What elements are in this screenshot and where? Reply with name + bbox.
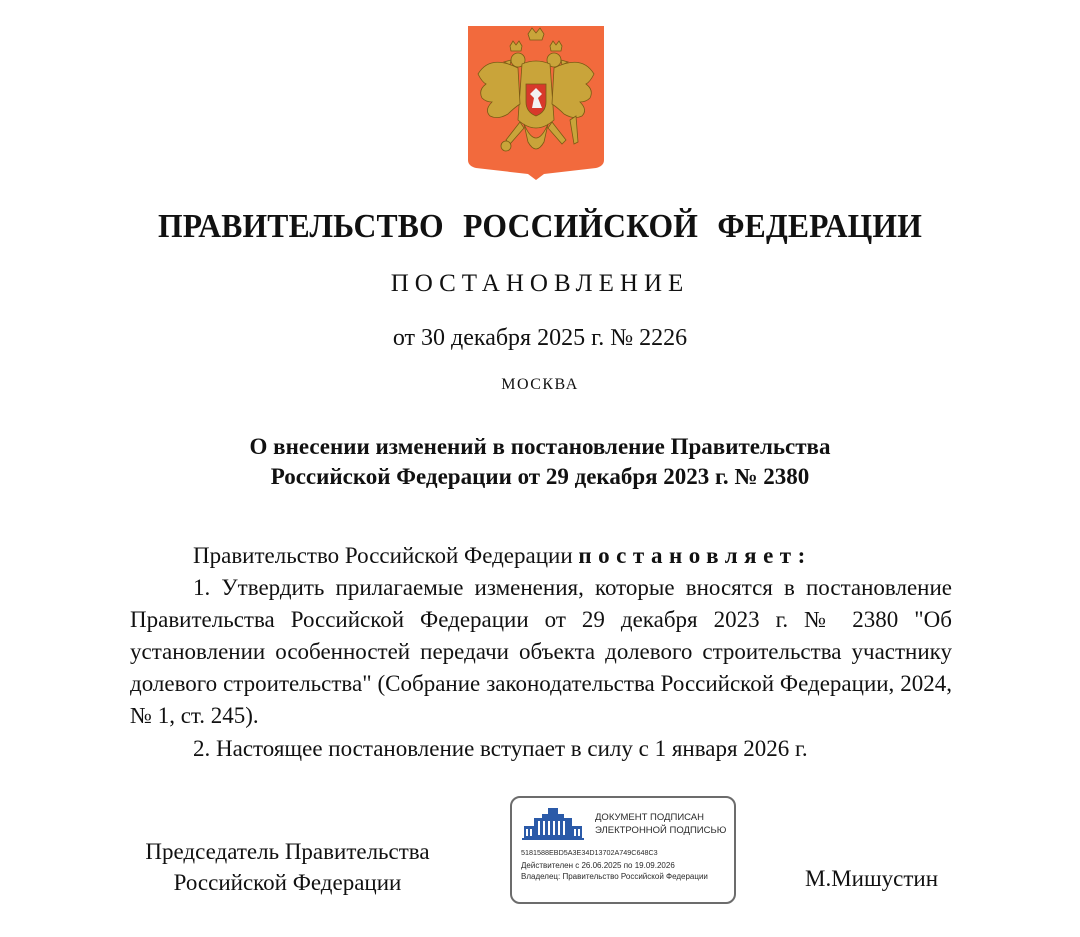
- esig-certificate: 5181588EBD5A3E34D13702A749C648C3: [521, 848, 658, 857]
- preamble-text: Правительство Российской Федерации: [193, 543, 573, 568]
- document-date-number: от 30 декабря 2025 г. № 2226: [392, 325, 688, 351]
- esig-heading: [595, 811, 726, 837]
- document-subject: [0, 432, 1080, 492]
- esig-owner: Владелец: Правительство Российской Федерации: [521, 872, 708, 881]
- signatory-position: [110, 836, 465, 898]
- document-city: МОСКВА: [501, 376, 579, 393]
- subject-line-1: О внесении изменений в постановление Правительства: [249, 434, 831, 459]
- subject-line-2: Российской Федерации от 29 декабря 2023 г. № 2380: [270, 464, 810, 489]
- coat-of-arms-emblem: [466, 24, 606, 180]
- esig-validity: Действителен с 26.06.2025 по 19.09.2026: [521, 861, 675, 870]
- signatory-position-line-1: Председатель Правительства: [145, 839, 430, 864]
- decree-word: постановляет:: [578, 543, 812, 568]
- government-building-icon: [520, 806, 586, 842]
- signatory-name: М.Мишустин: [805, 866, 939, 891]
- preamble: [193, 540, 812, 572]
- decree-item-2: 2. Настоящее постановление вступает в силу с 1 января 2026 г.: [193, 736, 808, 761]
- decree-item-1: 1. Утвердить прилагаемые изменения, которые вносятся в постановление Правительства Российской Федерации от 29 декабря 2023 г. № 2380 "Об установлении особенностей передачи объекта долевого строительства участнику долевого строительства" (Собрание законодательства Российской Федерации, 2024, № 1, ст. 245).: [130, 575, 952, 728]
- esig-heading-line-1: ДОКУМЕНТ ПОДПИСАН: [595, 812, 704, 823]
- esig-heading-line-2: ЭЛЕКТРОННОЙ ПОДПИСЬЮ: [595, 825, 727, 836]
- government-title: ПРАВИТЕЛЬСТВО РОССИЙСКОЙ ФЕДЕРАЦИИ: [157, 208, 923, 245]
- document-type: ПОСТАНОВЛЕНИЕ: [390, 270, 690, 297]
- electronic-signature-stamp: [510, 796, 736, 904]
- signatory-position-line-2: Российской Федерации: [173, 870, 402, 895]
